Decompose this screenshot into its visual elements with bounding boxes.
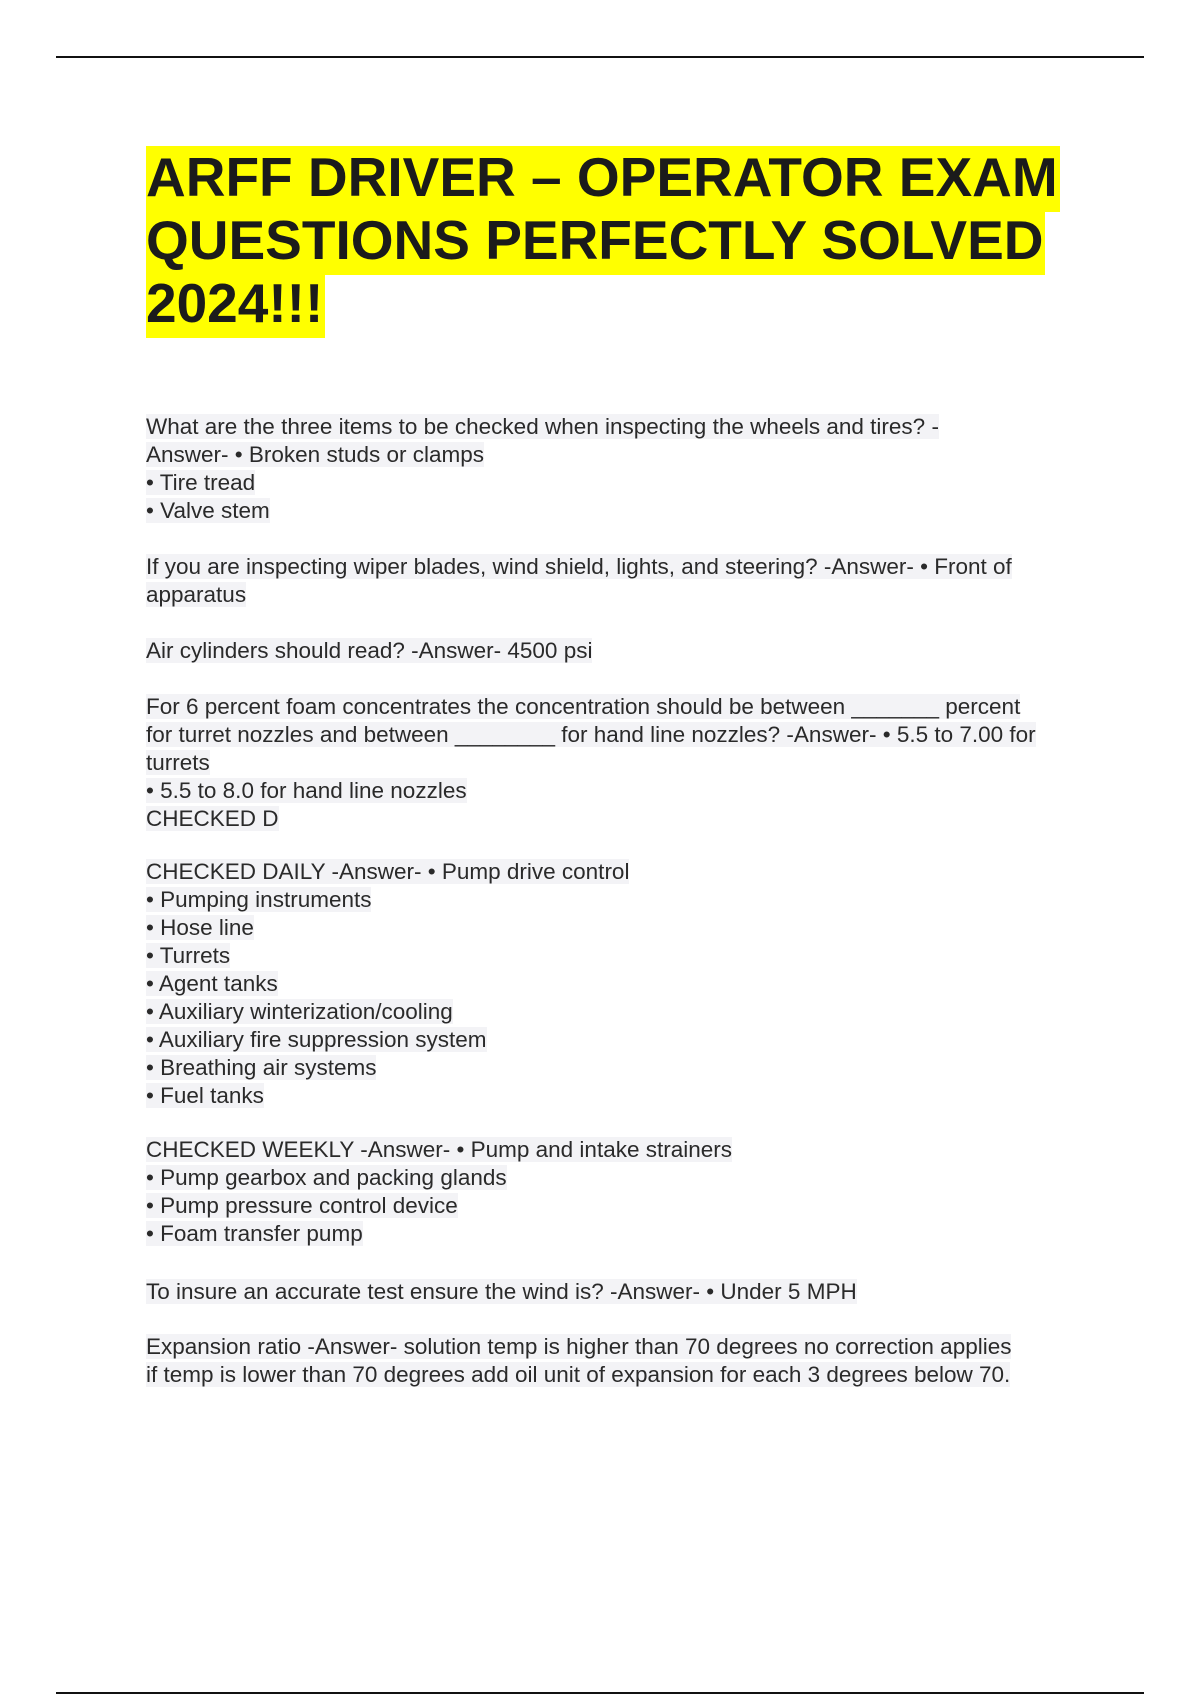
qa-line: • Valve stem bbox=[146, 498, 270, 523]
qa-item-wheels-tires bbox=[146, 413, 1106, 525]
qa-line: for turret nozzles and between ________ for hand line nozzles? -Answer- • 5.5 to 7.00 for bbox=[146, 722, 1036, 747]
qa-line: • Fuel tanks bbox=[146, 1083, 264, 1108]
qa-line: CHECKED D bbox=[146, 806, 279, 831]
qa-line: To insure an accurate test ensure the wind is? -Answer- • Under 5 MPH bbox=[146, 1279, 857, 1304]
qa-line: • Breathing air systems bbox=[146, 1055, 377, 1080]
bottom-rule bbox=[56, 1692, 1144, 1694]
qa-line: What are the three items to be checked when inspecting the wheels and tires? - bbox=[146, 414, 939, 439]
qa-item-foam-concentrates bbox=[146, 693, 1106, 833]
qa-line: CHECKED DAILY -Answer- • Pump drive control bbox=[146, 859, 630, 884]
qa-line: apparatus bbox=[146, 582, 247, 607]
qa-line: • 5.5 to 8.0 for hand line nozzles bbox=[146, 778, 467, 803]
qa-line: • Tire tread bbox=[146, 470, 256, 495]
qa-line: • Auxiliary winterization/cooling bbox=[146, 999, 453, 1024]
qa-item-checked-daily bbox=[146, 858, 1106, 1110]
qa-line: if temp is lower than 70 degrees add oil unit of expansion for each 3 degrees below 70. bbox=[146, 1362, 1011, 1387]
title-line: ARFF DRIVER – OPERATOR EXAM bbox=[146, 146, 1060, 212]
qa-item-wind-test bbox=[146, 1278, 1106, 1306]
qa-line: • Foam transfer pump bbox=[146, 1221, 363, 1246]
document-title bbox=[146, 146, 1106, 335]
qa-line: • Pump gearbox and packing glands bbox=[146, 1165, 507, 1190]
qa-line: • Auxiliary fire suppression system bbox=[146, 1027, 487, 1052]
title-line: 2024!!! bbox=[146, 272, 325, 338]
top-rule bbox=[56, 56, 1144, 58]
qa-line: CHECKED WEEKLY -Answer- • Pump and intake strainers bbox=[146, 1137, 732, 1162]
qa-item-air-cylinders bbox=[146, 637, 1106, 665]
qa-line: • Hose line bbox=[146, 915, 254, 940]
qa-line: Answer- • Broken studs or clamps bbox=[146, 442, 484, 467]
qa-line: For 6 percent foam concentrates the concentration should be between _______ percent bbox=[146, 694, 1021, 719]
qa-line: If you are inspecting wiper blades, wind shield, lights, and steering? -Answer- • Front of bbox=[146, 554, 1012, 579]
title-line: QUESTIONS PERFECTLY SOLVED bbox=[146, 209, 1045, 275]
qa-item-checked-weekly bbox=[146, 1136, 1106, 1248]
qa-line: Expansion ratio -Answer- solution temp is higher than 70 degrees no correction applies bbox=[146, 1334, 1012, 1359]
qa-line: • Pump pressure control device bbox=[146, 1193, 458, 1218]
qa-line: • Agent tanks bbox=[146, 971, 278, 996]
qa-line: turrets bbox=[146, 750, 210, 775]
qa-item-expansion-ratio bbox=[146, 1333, 1106, 1389]
qa-line: • Turrets bbox=[146, 943, 231, 968]
qa-item-wiper-blades bbox=[146, 553, 1106, 609]
qa-line: • Pumping instruments bbox=[146, 887, 372, 912]
qa-line: Air cylinders should read? -Answer- 4500 psi bbox=[146, 638, 593, 663]
